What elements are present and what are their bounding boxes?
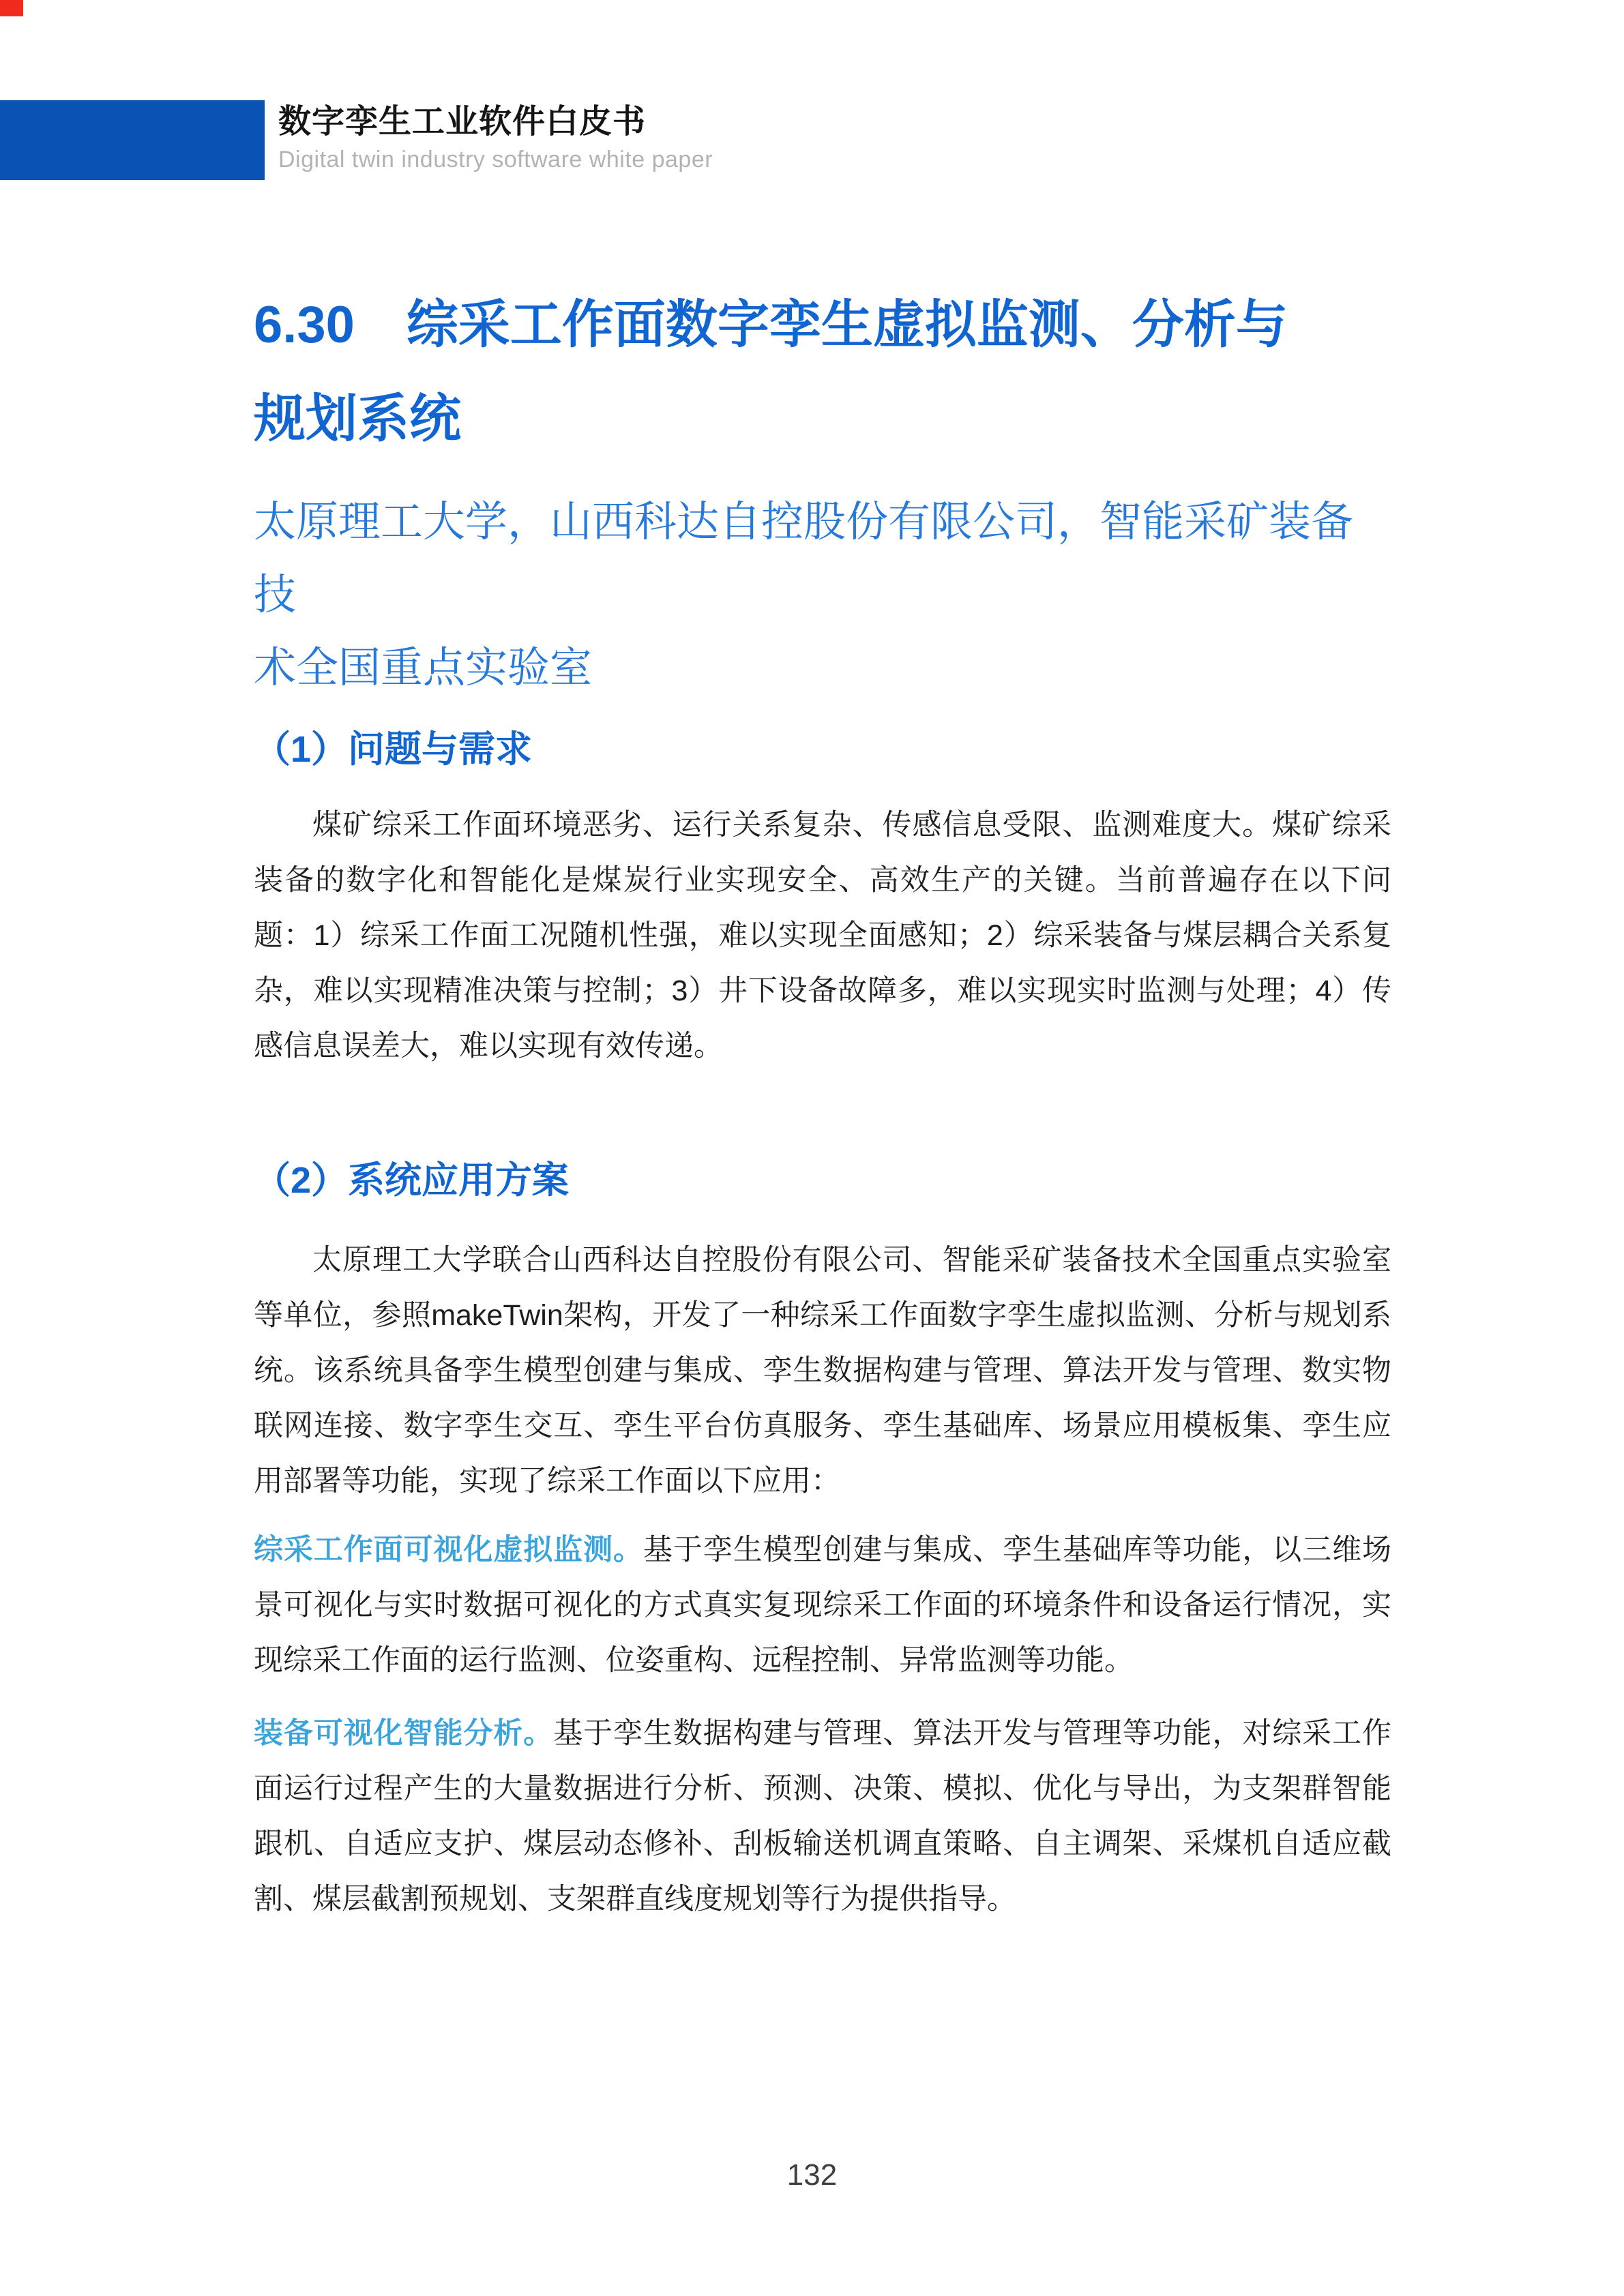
page-number: 132 xyxy=(786,2158,838,2192)
paragraph-solution: 太原理工大学联合山西科达自控股份有限公司、智能采矿装备技术全国重点实验室等单位，参照makeTwin架构，开发了一种综采工作面数字孪生虚拟监测、分析与规划系统。该系统具备孪生模型创建与集成、孪生数据构建与管理、算法开发与管理、数实物联网连接、数字孪生交互、孪生平台仿真服务、孪生基础库、场景应用模板集、孪生应用部署等功能，实现了综采工作面以下应用： xyxy=(254,1244,1391,1497)
paragraph-application-1 xyxy=(254,1523,1391,1688)
paragraph-problems: 煤矿综采工作面环境恶劣、运行关系复杂、传感信息受限、监测难度大。煤矿综采装备的数字化和智能化是煤炭行业实现安全、高效生产的关键。当前普遍存在以下问题：1）综采工作面工况随机性强，难以实现全面感知；2）综采装备与煤层耦合关系复杂，难以实现精准决策与控制；3）井下设备故障多，难以实现实时监测与处理；4）传感信息误差大，难以实现有效传递。 xyxy=(254,809,1391,1062)
page-header xyxy=(278,102,1233,175)
application-2-text: 基于孪生数据构建与管理、算法开发与管理等功能，对综采工作面运行过程产生的大量数据进行分析、预测、决策、模拟、优化与导出，为支架群智能跟机、自适应支护、煤层动态修补、刮板输送机调直策略、自主调架、采煤机自适应截割、煤层截割预规划、支架群直线度规划等行为提供指导。 xyxy=(254,1717,1392,1915)
application-1-lead: 综采工作面可视化虚拟监测。 xyxy=(254,1534,643,1566)
affiliation-line-2: 术全国重点实验室 xyxy=(254,644,593,691)
subsection-heading-2: （2）系统应用方案 xyxy=(254,1160,570,1201)
document-title-en: Digital twin industry software white paper xyxy=(278,147,713,173)
paragraph-application-2 xyxy=(254,1706,1391,1927)
header-accent-bar xyxy=(0,100,265,180)
corner-marker xyxy=(0,0,23,16)
section-title xyxy=(254,278,1391,466)
section-title-line-2: 规划系统 xyxy=(254,390,461,448)
affiliation-line-1: 太原理工大学，山西科达自控股份有限公司，智能采矿装备技 xyxy=(254,498,1354,618)
application-2-lead: 装备可视化智能分析。 xyxy=(254,1717,554,1750)
subsection-heading-1: （1）问题与需求 xyxy=(254,729,533,770)
document-title-cn: 数字孪生工业软件白皮书 xyxy=(278,104,647,140)
affiliation xyxy=(254,486,1391,704)
application-1-text: 基于孪生模型创建与集成、孪生基础库等功能，以三维场景可视化与实时数据可视化的方式真实复现综采工作面的环境条件和设备运行情况，实现综采工作面的运行监测、位姿重构、远程控制、异常监测等功能。 xyxy=(254,1534,1392,1677)
section-title-line-1: 6.30 综采工作面数字孪生虚拟监测、分析与 xyxy=(254,296,1288,354)
